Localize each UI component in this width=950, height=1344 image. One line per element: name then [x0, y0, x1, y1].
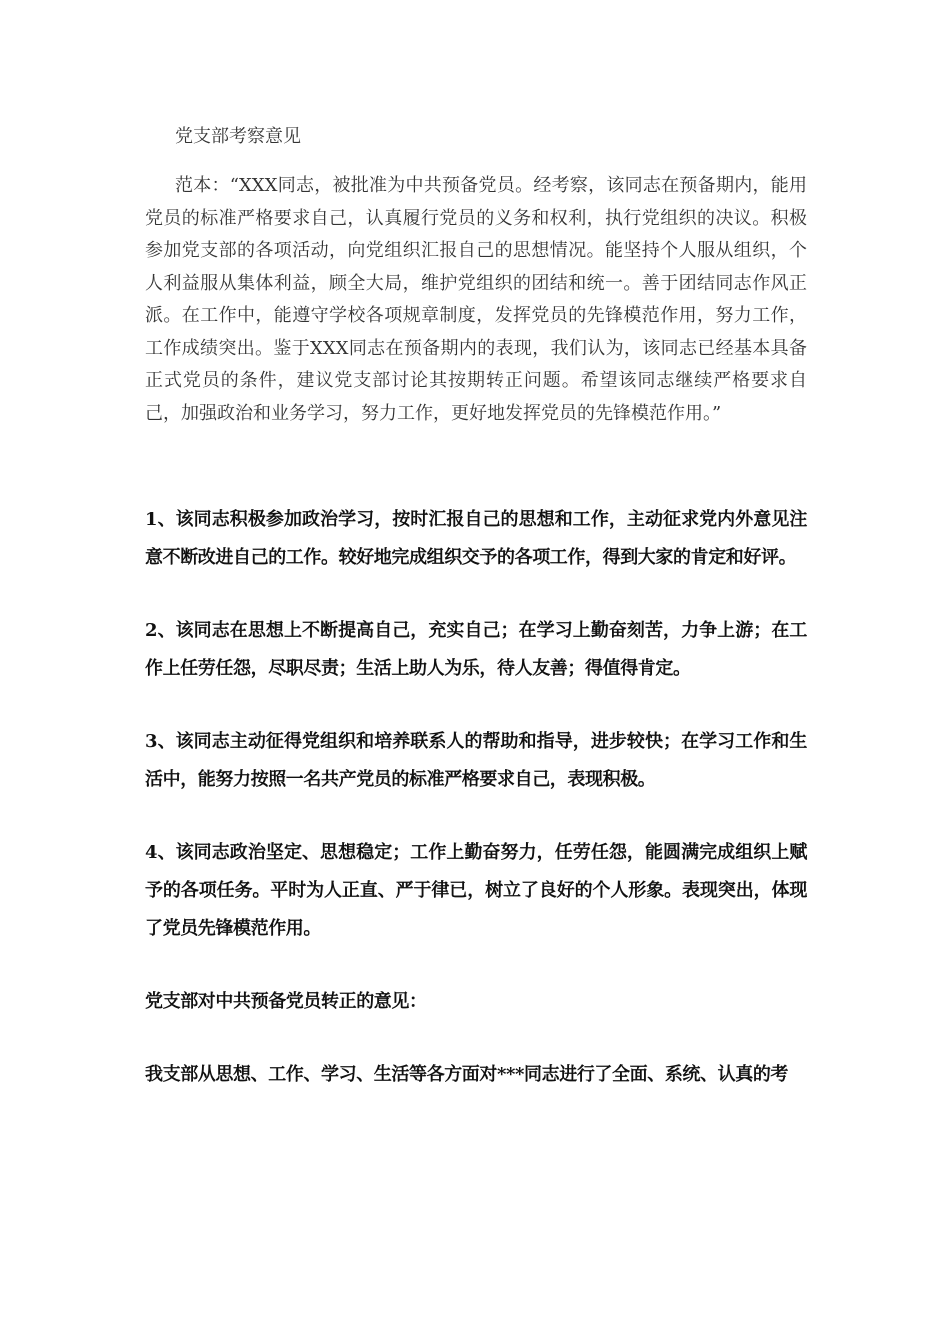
assessment-item-2: 2、该同志在思想上不断提高自己，充实自己；在学习上勤奋刻苦，力争上游；在工作上任劳任怨，尽职尽责；生活上助人为乐，待人友善；得值得肯定。 — [145, 620, 807, 679]
section-heading: 党支部对中共预备党员转正的意见： — [145, 991, 427, 1012]
final-paragraph: 我支部从思想、工作、学习、生活等各方面对***同志进行了全面、系统、认真的考 — [145, 1064, 789, 1085]
document-title: 党支部考察意见 — [175, 126, 301, 147]
assessment-item-1: 1、该同志积极参加政治学习，按时汇报自己的思想和工作，主动征求党内外意见注意不断改进自己的工作。较好地完成组织交予的各项工作，得到大家的肯定和好评。 — [145, 509, 807, 568]
sample-paragraph: 范本：“XXX同志，被批准为中共预备党员。经考察，该同志在预备期内，能用党员的标准严格要求自己，认真履行党员的义务和权利，执行党组织的决议。积极参加党支部的各项活动，向党组织汇报自己的思想情况。能坚持个人服从组织，个人利益服从集体利益，顾全大局，维护党组织的团结和统一。善于团结同志作风正派。在工作中，能遵守学校各项规章制度，发挥党员的先锋模范作用，努力工作，工作成绩突出。鉴于XXX同志在预备期内的表现，我们认为，该同志已经基本具备正式党员的条件，建议党支部讨论其按期转正问题。希望该同志继续严格要求自己，加强政治和业务学习，努力工作，更好地发挥党员的先锋模范作用。” — [145, 175, 807, 424]
document-body — [145, 120, 807, 1094]
assessment-item-3: 3、该同志主动征得党组织和培养联系人的帮助和指导，进步较快；在学习工作和生活中，能努力按照一名共产党员的标准严格要求自己，表现积极。 — [145, 731, 807, 790]
assessment-item-4: 4、该同志政治坚定、思想稳定；工作上勤奋努力，任劳任怨，能圆满完成组织上赋予的各项任务。平时为人正直、严于律已，树立了良好的个人形象。表现突出，体现了党员先锋模范作用。 — [145, 842, 807, 939]
